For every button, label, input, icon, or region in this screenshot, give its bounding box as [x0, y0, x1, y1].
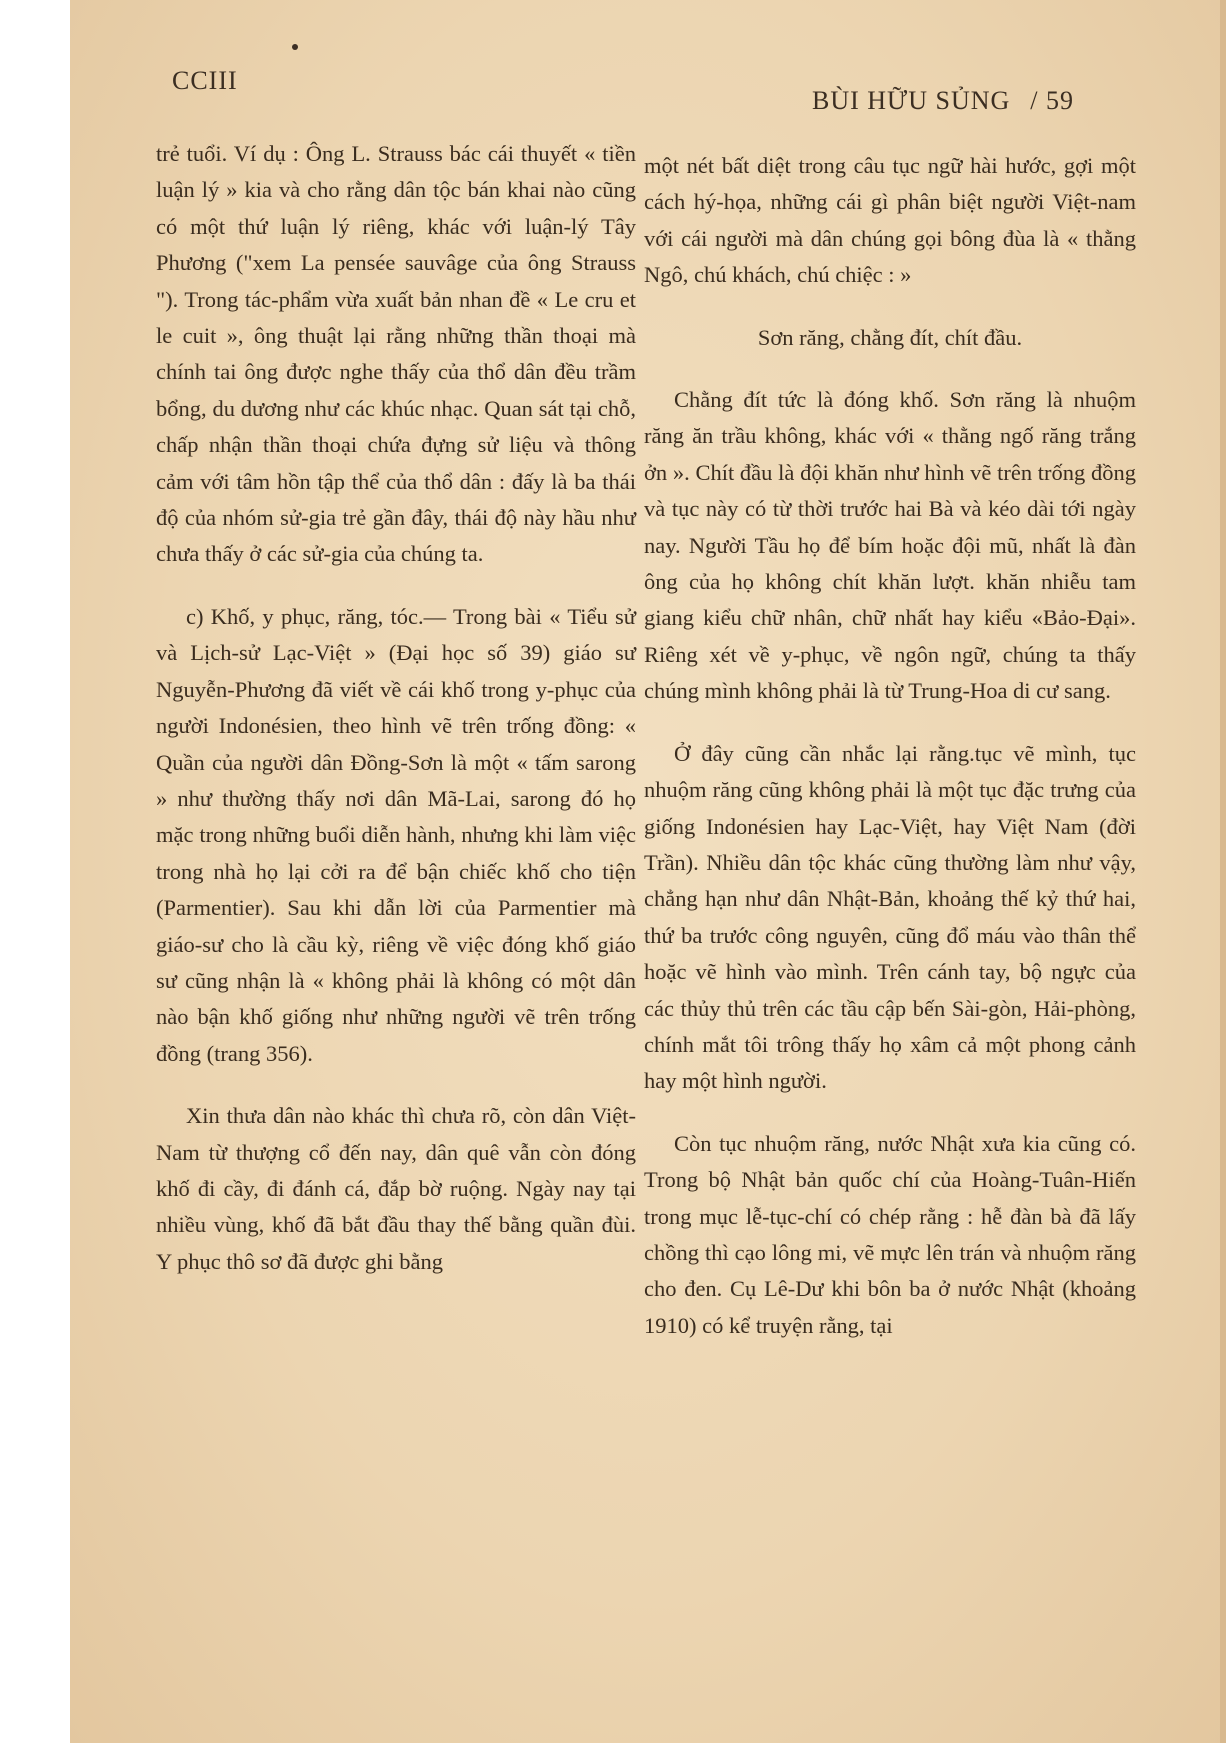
running-head-title: BÙI HỮU SỦNG: [812, 86, 1011, 115]
paragraph: Còn tục nhuộm răng, nước Nhật xưa kia cũng có. Trong bộ Nhật bản quốc chí của Hoàng-Tuân-Hiến trong mục lễ-tục-chí có chép rằng : hễ đàn bà đã lấy chồng thì cạo lông mi, vẽ mực lên trán và nhuộm răng cho đen. Cụ Lê-Dư khi bôn ba ở nước Nhật (khoảng 1910) có kể truyện rằng, tại: [644, 1130, 1136, 1338]
proverb-quote: Sơn răng, chằng đít, chít đầu.: [757, 324, 1023, 350]
paragraph: c) Khố, y phục, răng, tóc.— Trong bài « Tiểu sử và Lịch-sử Lạc-Việt » (Đại học số 39) giáo sư Nguyễn-Phương đã viết về cái khố trong y-phục của người Indonésien, theo hình vẽ trên trống đồng: « Quần của người dân Đồng-Sơn là một « tấm sarong » như thường thấy nơi dân Mã-Lai, sarong đó họ mặc trong những buổi diễn hành, nhưng khi làm việc trong nhà họ lại cởi ra để bận chiếc khố cho tiện (Parmentier). Sau khi dẫn lời của Parmentier mà giáo-sư cho là cầu kỳ, riêng về việc đóng khố giáo sư cũng nhận là « không phải là không có một dân nào bận khố giống như những người vẽ trên trống đồng (trang 356).: [156, 603, 636, 1066]
ink-speck: [292, 44, 298, 50]
paragraph: Chằng đít tức là đóng khố. Sơn răng là nhuộm răng ăn trầu không, khác với « thằng ngố răng trắng ởn ». Chít đầu là đội khăn như hình vẽ trên trống đồng và tục này có từ thời trước hai Bà và kéo dài tới ngày nay. Người Tầu họ để bím hoặc đội mũ, nhất là đàn ông của họ không chít khăn lượt. khăn nhiễu tam giang kiểu chữ nhân, chữ nhất hay kiểu «Bảo-Đại». Riêng xét về y-phục, về ngôn ngữ, chúng ta thấy chúng mình không phải là từ Trung-Hoa di cư sang.: [644, 387, 1136, 704]
paper-edge: [1220, 0, 1226, 1743]
paragraph: Xin thưa dân nào khác thì chưa rõ, còn dân Việt-Nam từ thượng cổ đến nay, dân quê vẫn còn đóng khố đi cầy, đi đánh cá, đắp bờ ruộng. Ngày nay tại nhiều vùng, khố đã bắt đầu thay thế bằng quần đùi. Y phục thô sơ đã được ghi bằng: [156, 1103, 636, 1274]
running-head-left: CCIII: [172, 66, 238, 95]
paragraph: một nét bất diệt trong câu tục ngữ hài hước, gợi một cách hý-họa, những cái gì phân biệt người Việt-nam với cái người mà dân chúng gọi bông đùa là « thằng Ngô, chú khách, chú chiệc : »: [644, 153, 1136, 288]
page-number: / 59: [1030, 86, 1075, 115]
running-head-right: [812, 86, 1074, 116]
right-column: [644, 148, 1136, 1344]
paragraph: Ở đây cũng cần nhắc lại rằng.tục vẽ mình, tục nhuộm răng cũng không phải là một tục đặc trưng của giống Indonésien hay Lạc-Việt, hay Việt Nam (đời Trần). Nhiều dân tộc khác cũng thường làm như vậy, chẳng hạn như dân Nhật-Bản, khoảng thế kỷ thứ hai, thứ ba trước công nguyên, cũng đổ máu vào thân thể hoặc vẽ hình vào mình. Trên cánh tay, bộ ngực của các thủy thủ trên các tầu cập bến Sài-gòn, Hải-phòng, chính mắt tôi trông thấy họ xâm cả một phong cảnh hay một hình người.: [644, 740, 1136, 1094]
paragraph: trẻ tuổi. Ví dụ : Ông L. Strauss bác cái thuyết « tiền luận lý » kia và cho rằng dân tộc bán khai nào cũng có một thứ luận lý riêng, khác với luận-lý Tây Phương ("xem La pensée sauvâge của ông Strauss "). Trong tác-phẩm vừa xuất bản nhan đề « Le cru et le cuit », ông thuật lại rằng những thần thoại mà chính tai ông được nghe thấy của thổ dân đều trầm bổng, du dương như các khúc nhạc. Quan sát tại chỗ, chấp nhận thần thoại chứa đựng sử liệu và thông cảm với tâm hồn tập thể của thổ dân : đấy là ba thái độ của nhóm sử-gia trẻ gần đây, thái độ này hầu như chưa thấy ở các sử-gia của chúng ta.: [156, 141, 636, 567]
left-column: [156, 136, 636, 1280]
